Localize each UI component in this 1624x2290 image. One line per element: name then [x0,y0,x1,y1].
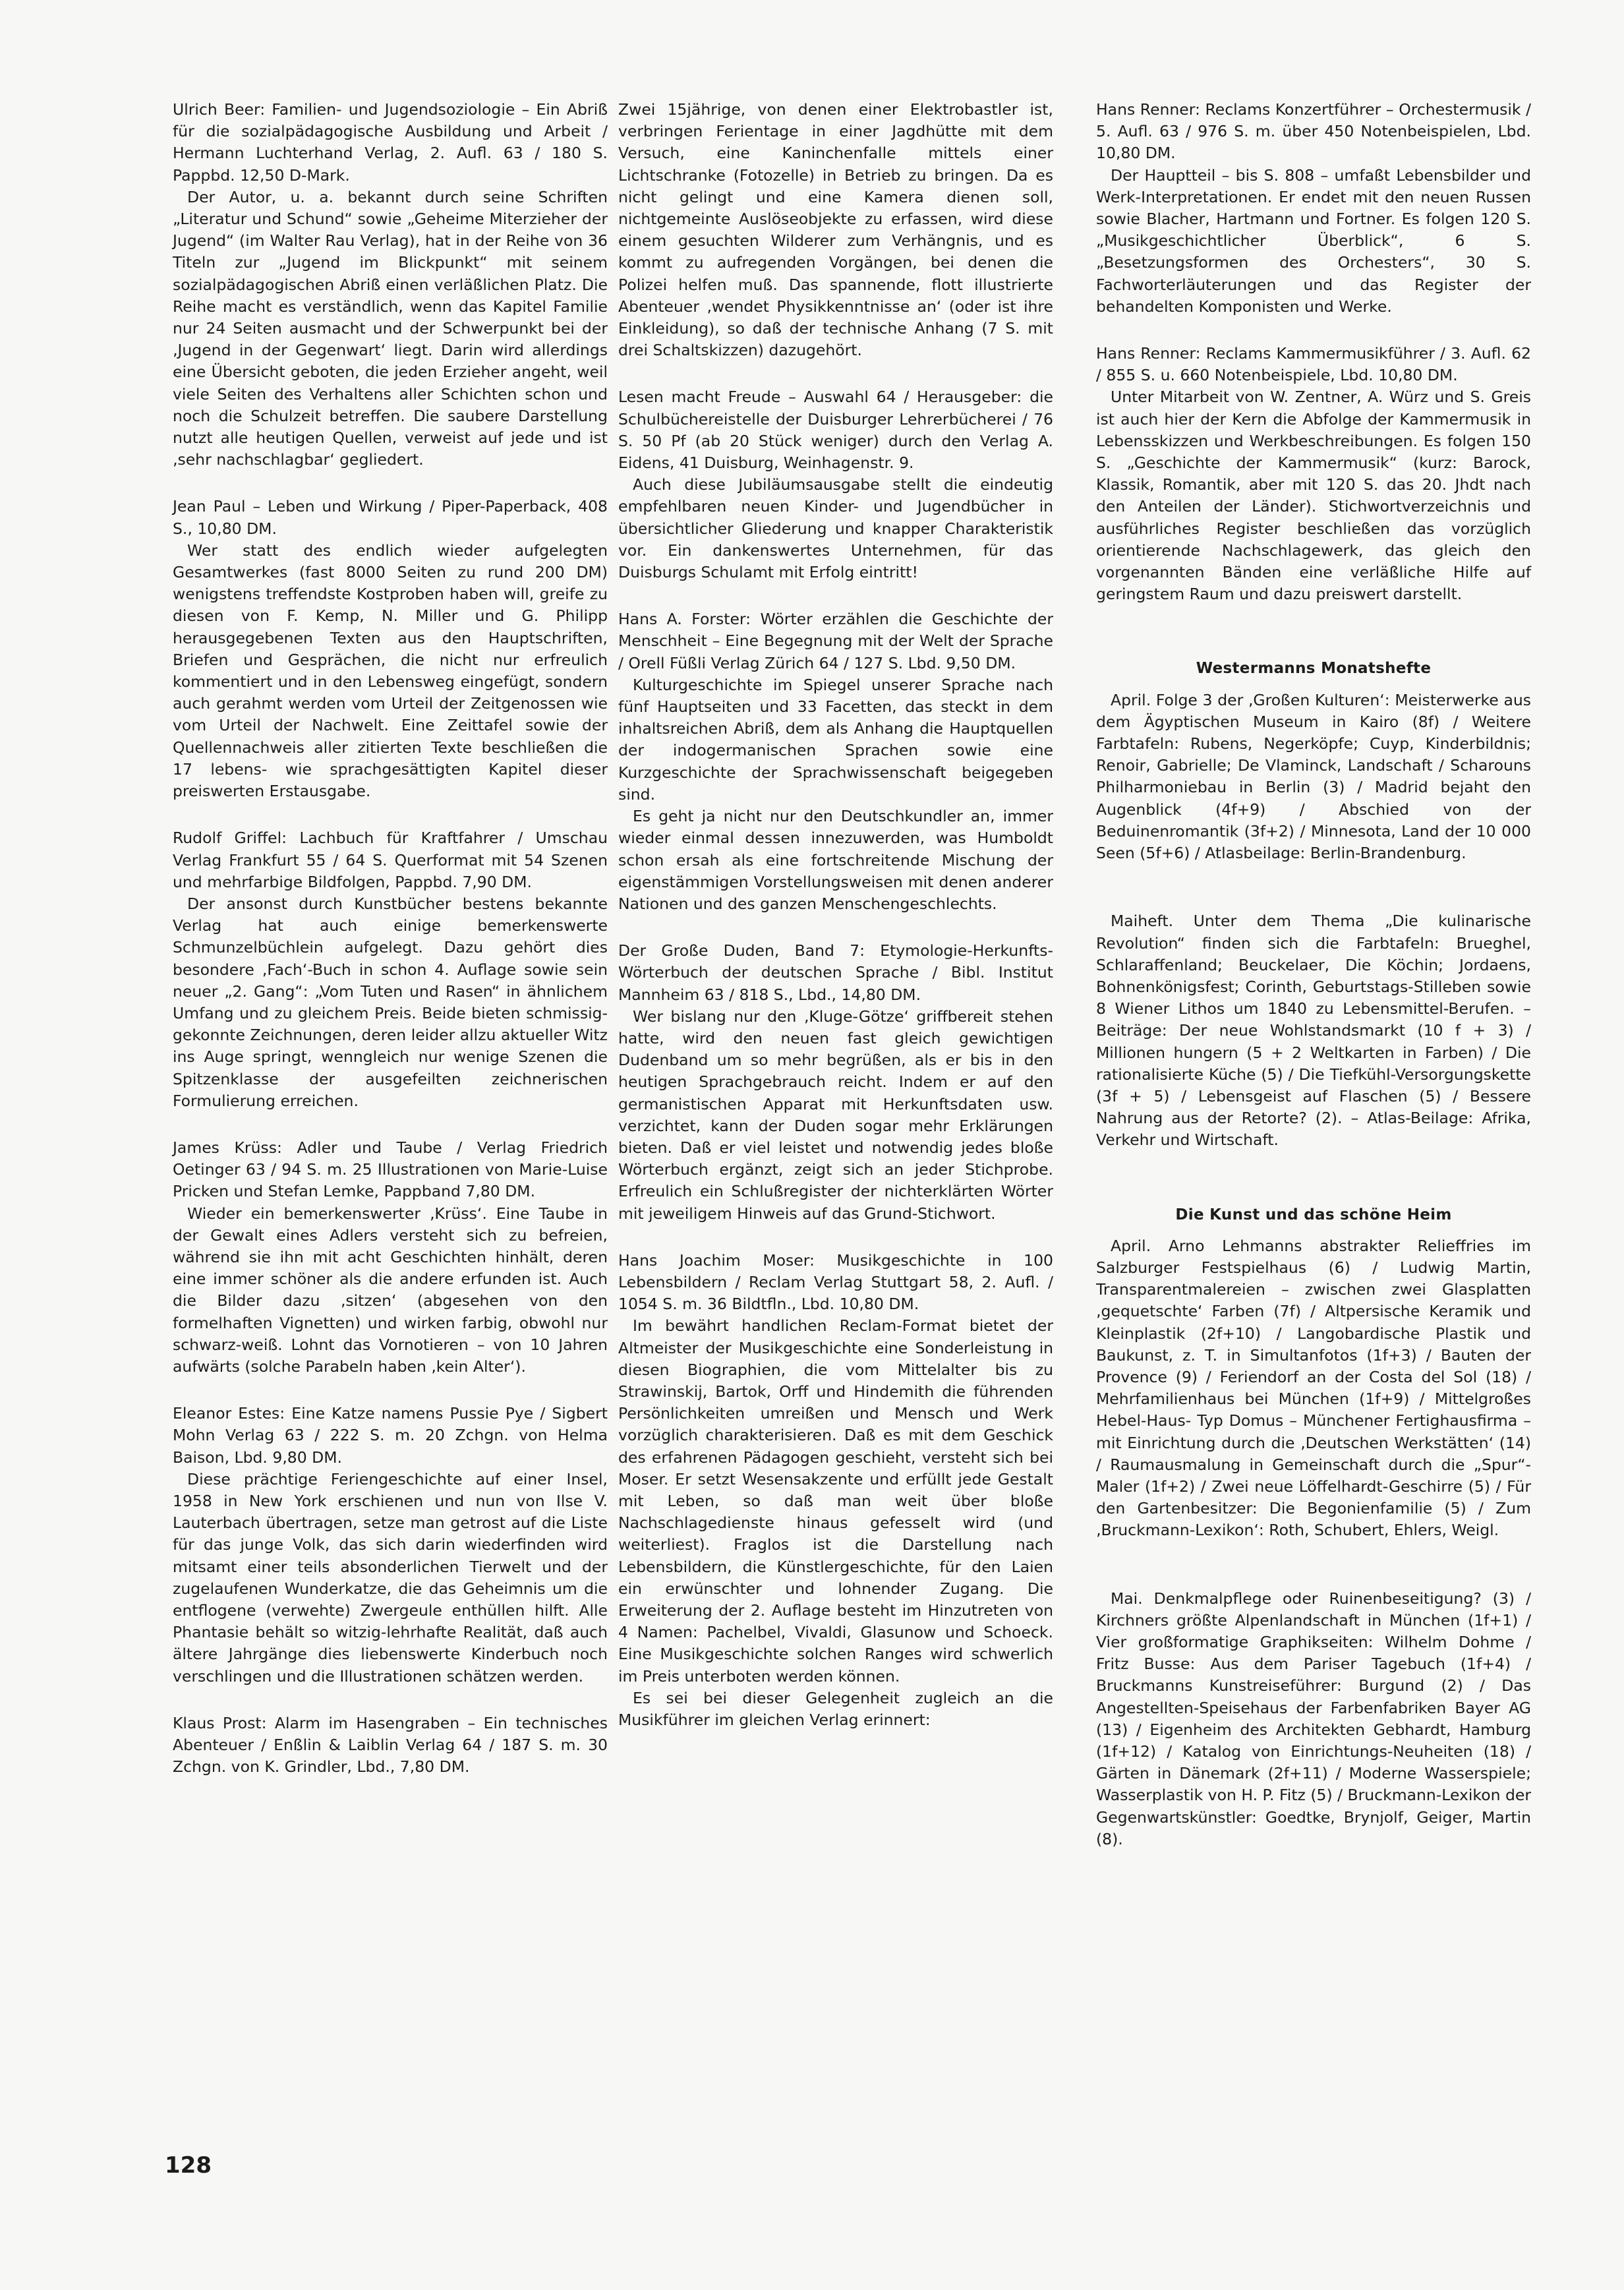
column-middle [618,99,1053,1756]
review-heading: Jean Paul – Leben und Wirkung / Piper-Paperback, 408 S., 10,80 DM. [173,497,608,538]
review-paragraph: Im bewährt handlichen Reclam-Format bietet der Altmeister der Musikgeschichte eine Sonderleistung in diesen Biographien, die vom Mittelalter bis zu Strawinskij, Bartok, Orff und Hindemith die führenden Persönlichkeiten umreißen und Mensch und Werk vorzüglich charakterisieren. Daß es mit dem Geschick des erfahrenen Pädagogen geschieht, versteht sich bei Moser. Er setzt Wesensakzente und erfüllt jede Gestalt mit Leben, so daß man weit über bloße Nachschlagedienste hinaus gefesselt wird (und weiterliest). Fraglos ist die Darstellung nach Lebensbildern, die Künstlergeschichte, für den Laien ein erwünschter und lohnender Zugang. Die Erweiterung der 2. Auflage besteht im Hinzutreten von 4 Namen: Pachelbel, Vivaldi, Glasunow und Schoeck. Eine Musikgeschichte solchen Ranges wird schwerlich im Preis unterboten werden können. [618,1316,1053,1686]
column-left [173,99,608,1803]
review-entry [173,496,608,802]
review-entry [618,1250,1053,1731]
review-paragraph: Wieder ein bemerkenswerter ‚Krüss‘. Eine Taube in der Gewalt eines Adlers versteht sich zu befreien, während sie ihn mit acht Geschichten hinhält, deren eine immer schöner als die andere erfunden ist. Auch die Bilder dazu ‚sitzen‘ (abgesehen von den formelhaften Vignetten) und wirken farbig, obwohl nur schwarz-weiß. Lohnt das Vornotieren – von 10 Jahren aufwärts (solche Parabeln haben ‚kein Alter‘). [173,1204,608,1376]
magazine-review-paragraph: April. Folge 3 der ‚Großen Kulturen‘: Meisterwerke aus dem Ägyptischen Museum in Kairo (8f) / Weitere Farbtafeln: Rubens, Negerköpfe; Cuyp, Kinderbildnis; Renoir, Gabrielle; De Vlaminck, Landschaft / Scharouns Philharmoniebau in Berlin (3) / Madrid bejaht den Augenblick (4f+9) / Abschied von der Beduinenromantik (3f+2) / Minnesota, Land der 10 000 Seen (5f+6) / Atlasbeilage: Berlin-Brandenburg. [1096,690,1531,863]
review-paragraph: Der ansonst durch Kunstbücher bestens bekannte Verlag hat auch einige bemerkenswerte Schmunzelbüchlein aufgelegt. Dazu gehört dies besondere ‚Fach‘-Buch in schon 4. Auflage sowie sein neuer „2. Gang“: „Vom Tuten und Rasen“ in ähnlichem Umfang und zu gleichem Preis. Beide bieten schmissig-gekonnte Zeichnungen, deren leider allzu aktueller Witz ins Auge springt, wenngleich nur wenige Szenen die Spitzenklasse der ausgefeilten zeichnerischen Formulierung erreichen. [173,894,608,1110]
review-heading: Ulrich Beer: Familien- und Jugendsoziologie – Ein Abriß für die sozialpädagogische Ausbildung und Arbeit / Hermann Luchterhand Verlag, 2. Aufl. 63 / 180 S. Pappbd. 12,50 D-Mark. [173,100,608,185]
review-paragraph: Der Autor, u. a. bekannt durch seine Schriften „Literatur und Schund“ sowie „Geheime Miterzieher der Jugend“ (im Walter Rau Verlag), hat in der Reihe von 36 Titeln zur „Jugend im Blickpunkt“ mit seinem sozialpädagogischen Abriß einen verläßlichen Platz. Die Reihe macht es verständlich, wenn das Kapitel Familie nur 24 Seiten ausmacht und der Schwerpunkt bei der ‚Jugend in der Gegenwart‘ liegt. Darin wird allerdings eine Übersicht geboten, die jeden Erzieher angeht, weil viele Seiten des Verhaltens aller Schichten schon und noch die Schulzeit betreffen. Die saubere Darstellung nutzt alle heutigen Quellen, verweist auf jede und ist ‚sehr nachschlagbar‘ gegliedert. [173,187,608,469]
review-heading: Hans Joachim Moser: Musikgeschichte in 100 Lebensbildern / Reclam Verlag Stuttgart 58, 2. Aufl. / 1054 S. m. 36 Bildtfln., Lbd. 10,80 DM. [618,1250,1053,1314]
review-paragraph: Kulturgeschichte im Spiegel unserer Sprache nach fünf Hauptseiten und 33 Facetten, das steckt in dem inhaltsreichen Abriß, dem als Anhang die Hauptquellen der indogermanischen Sprachen sowie eine Kurzgeschichte der Sprachwissenschaft beigegeben sind. [618,675,1053,804]
review-entry [618,99,1053,361]
review-paragraph: Es sei bei dieser Gelegenheit zugleich an die Musikführer im gleichen Verlag erinnert: [618,1688,1053,1730]
review-paragraph: Wer bislang nur den ‚Kluge-Götze‘ griffbereit stehen hatte, wird den neuen fast gleich gewichtigen Dudenband um so mehr begrüßen, als er bis in den heutigen Sprachgebrauch reicht. Indem er auf den germanistischen Apparat mit Herkunftsdaten usw. verzichtet, kann der Duden sogar mehr Erklärungen bieten. Daß er viel leistet und notwendig jedes bloße Wörterbuch ergänzt, zeigt sich an jeder Stichprobe. Erfreulich ein Schlußregister der nichterklärten Wörter mit jeweiligem Hinweis auf das Grund-Stichwort. [618,1007,1053,1223]
section-westermanns-body [1096,690,1531,1152]
review-heading: Klaus Prost: Alarm im Hasengraben – Ein technisches Abenteuer / Enßlin & Laiblin Verlag 64 / 187 S. m. 30 Zchgn. von K. Grindler, Lbd., 7,80 DM. [173,1713,608,1776]
magazine-review-paragraph: Mai. Denkmalpflege oder Ruinenbeseitigung? (3) / Kirchners größte Alpenlandschaft in München (1f+1) / Vier großformatige Graphikseiten: Wilhelm Dohme / Fritz Busse: Aus dem Pariser Tagebuch (1f+4) / Bruckmanns Kunstreiseführer: Burgund (2) / Das Angestellten-Speisehaus der Farbenfabriken Bayer AG (13) / Eigenheim des Architekten Gebhardt, Hamburg (1f+12) / Katalog von Einrichtungs-Neuheiten (18) / Gärten in Dänemark (2f+11) / Moderne Wasserspiele; Wasserplastik von H. P. Fitz (5) / Bruckmann-Lexikon der Gegenwartskünstler: Goedtke, Brynjolf, Geiger, Martin (8). [1096,1589,1531,1848]
magazine-review-paragraph: Maiheft. Unter dem Thema „Die kulinarische Revolution“ finden sich die Farbtafeln: Brueghel, Schlaraffenland; Beuckelaer, Die Köchin; Jordaens, Bohnenkönigsfest; Corinth, Geburtstags-Stilleben sowie 8 Wiener Lithos um 1840 zu Lebensmittel-Berufen. – Beiträge: Der neue Wohlstandsmarkt (10 f + 3) / Millionen hungern (5 + 2 Weltkarten in Farben) / Die rationalisierte Küche (5) / Die Tiefkühl-Versorgungskette (3f + 5) / Lebensgeist auf Flaschen (5) / Bessere Nahrung aus der Retorte? (2). – Atlas-Beilage: Afrika, Verkehr und Wirtschaft. [1096,912,1531,1150]
review-entry [1096,343,1531,605]
magazine-review-paragraph: April. Arno Lehmanns abstrakter Relieffries im Salzburger Festspielhaus (6) / Ludwig Martin, Transparentmalereien – zwischen zwei Glasplatten ‚gequetschte‘ Farben (7f) / Altpersische Keramik und Kleinplastik (2f+10) / Langobardische Plastik und Baukunst, z. T. in Simultanfotos (1f+3) / Bauten der Provence (9) / Feriendorf an der Costa del Sol (18) / Mehrfamilienhaus bei München (1f+9) / Mittelgroßes Hebel-Haus- Typ Domus – Münchener Fertighausfirma – mit Einrichtung durch die ‚Deutschen Werkstätten‘ (14) / Raumausmalung in Gemeinschaft durch die „Spur“-Maler (1f+2) / Zwei neue Löffelhardt-Geschirre (5) / Für den Gartenbesitzer: Die Begonienfamilie (5) / Zum ‚Bruckmann-Lexikon‘: Roth, Schubert, Ehlers, Weigl. [1096,1236,1531,1540]
review-paragraph: Zwei 15jährige, von denen einer Elektrobastler ist, verbringen Ferientage in einer Jagdhütte mit dem Versuch, eine Kaninchenfalle mittels einer Lichtschranke (Fotozelle) in Betrieb zu bringen. Da es nicht gelingt und eine Kamera dienen soll, nichtgemeinte Auslöseobjekte zu erfassen, wird diese einem gesuchten Wilderer zum Verhängnis, und es kommt zu aufregenden Vorgängen, bei denen die Polizei helfen muß. Das spannende, flott illustrierte Abenteuer ‚wendet Physikkenntnisse an‘ (oder ist ihre Einkleidung), so daß der technische Anhang (7 S. mit drei Schaltskizzen) dazugehört. [618,100,1053,360]
review-heading: James Krüss: Adler und Taube / Verlag Friedrich Oetinger 63 / 94 S. m. 25 Illustrationen von Marie-Luise Pricken und Stefan Lemke, Pappband 7,80 DM. [173,1138,608,1201]
review-entry [173,99,608,471]
review-paragraph: Der Hauptteil – bis S. 808 – umfaßt Lebensbilder und Werk-Interpretationen. Er endet mit den neuen Russen sowie Blacher, Hartmann und Fortner. Es folgen 120 S. „Musikgeschichtlicher Überblick“, 6 S. „Besetzungsformen des Orchesters“, 30 S. Fachworterläuterungen und das Register der behandelten Komponisten und Werke. [1096,165,1531,316]
review-heading: Hans Renner: Reclams Konzertführer – Orchestermusik / 5. Aufl. 63 / 976 S. m. über 450 Notenbeispielen, Lbd. 10,80 DM. [1096,100,1531,163]
page-number: 128 [165,2152,212,2179]
review-entry [618,386,1053,583]
review-entry [173,827,608,1112]
review-entry [618,608,1053,915]
review-heading: Hans A. Forster: Wörter erzählen die Geschichte der Menschheit – Eine Begegnung mit der Welt der Sprache / Orell Füßli Verlag Zürich 64 / 127 S. Lbd. 9,50 DM. [618,610,1053,672]
review-heading: Eleanor Estes: Eine Katze namens Pussie Pye / Sigbert Mohn Verlag 63 / 222 S. m. 20 Zchgn. von Helma Baison, Lbd. 9,80 DM. [173,1404,608,1467]
column-right [1096,99,1531,1850]
review-heading: Lesen macht Freude – Auswahl 64 / Herausgeber: die Schulbüchereistelle der Duisburger Lehrerbücherei / 76 S. 50 Pf (ab 20 Stück weniger) durch den Verlag A. Eidens, 41 Duisburg, Weinhagenstr. 9. [618,388,1053,473]
review-paragraph: Wer statt des endlich wieder aufgelegten Gesamtwerkes (fast 8000 Seiten zu rund 200 DM) wenigstens treffendste Kostproben haben will, greife zu diesen von F. Kemp, N. Miller und G. Philipp herausgegebenen Texten aus den Hauptschriften, Briefen und Gesprächen, die nicht nur erfreulich kommentiert und in den Lebensweg eingefügt, sondern auch gerahmt werden vom Urteil der Zeitgenossen wie vom Urteil der Nachwelt. Eine Zeittafel sowie der Quellennachweis aller zitierten Texte beschließen die 17 lebens- wie sprachgesättigten Kapitel dieser preiswerten Erstausgabe. [173,541,608,801]
review-paragraph: Unter Mitarbeit von W. Zentner, A. Würz und S. Greis ist auch hier der Kern die Abfolge der Kammermusik in Lebensskizzen und Werkbeschreibungen. Es folgen 150 S. „Geschichte der Kammermusik“ (kurz: Barock, Klassik, Romantik, aber mit 120 S. das 20. Jhdt nach den Anteilen der Länder). Stichwortverzeichnis und ausführliches Register beschließen das vorzüglich orientierende Nachschlagewerk, das gleich den vorgenannten Bänden eine verläßliche Hilfe auf geringstem Raum und dazu preiswert darstellt. [1096,388,1531,604]
section-kunst-heim-body [1096,1235,1531,1850]
review-entry [173,1403,608,1688]
review-paragraph: Diese prächtige Feriengeschichte auf einer Insel, 1958 in New York erschienen und nun von Ilse V. Lauterbach übertragen, setze man getrost auf die Liste für das junge Volk, das sich darin wiederfinden wird mitsamt einer teils absonderlichen Tierwelt und der zugelaufenen Wunderkatze, die das Geheimnis um die entflogene (verwehte) Zwergeule enthüllen hilft. Alle Phantasie behält so witzig-lehrhafte Realität, daß auch ältere Jahrgänge dies liebenswerte Kinderbuch noch verschlingen und die Illustrationen schätzen werden. [173,1469,608,1686]
review-heading: Der Große Duden, Band 7: Etymologie-Herkunfts-Wörterbuch der deutschen Sprache / Bibl. Institut Mannheim 63 / 818 S., Lbd., 14,80 DM. [618,941,1053,1004]
review-paragraph: Auch diese Jubiläumsausgabe stellt die eindeutig empfehlbaren neuen Kinder- und Jugendbücher in übersichtlicher Gliederung und knapper Charakteristik vor. Ein dankenswertes Unternehmen, für das Duisburgs Schulamt mit Erfolg eintritt! [618,475,1053,582]
review-entry [618,940,1053,1225]
review-entry [173,1713,608,1778]
review-paragraph: Es geht ja nicht nur den Deutschkundler an, immer wieder einmal dessen innezuwerden, was Humboldt schon ersah als eine fortschreitende Mischung der eigenstämmigen Vorstellungsweisen mit denen anderer Nationen und des ganzen Menschengeschlechts. [618,807,1053,913]
review-entry [1096,99,1531,318]
section-title-kunst-heim: Die Kunst und das schöne Heim [1175,1206,1452,1223]
review-entry [173,1137,608,1378]
review-heading: Rudolf Griffel: Lachbuch für Kraftfahrer / Umschau Verlag Frankfurt 55 / 64 S. Querformat mit 54 Szenen und mehrfarbige Bildfolgen, Pappbd. 7,90 DM. [173,829,608,891]
section-title-westermanns: Westermanns Monatshefte [1196,660,1432,678]
review-heading: Hans Renner: Reclams Kammermusikführer / 3. Aufl. 62 / 855 S. u. 660 Notenbeispiele, Lbd. 10,80 DM. [1096,344,1531,385]
right-column-reviews [1096,99,1531,605]
